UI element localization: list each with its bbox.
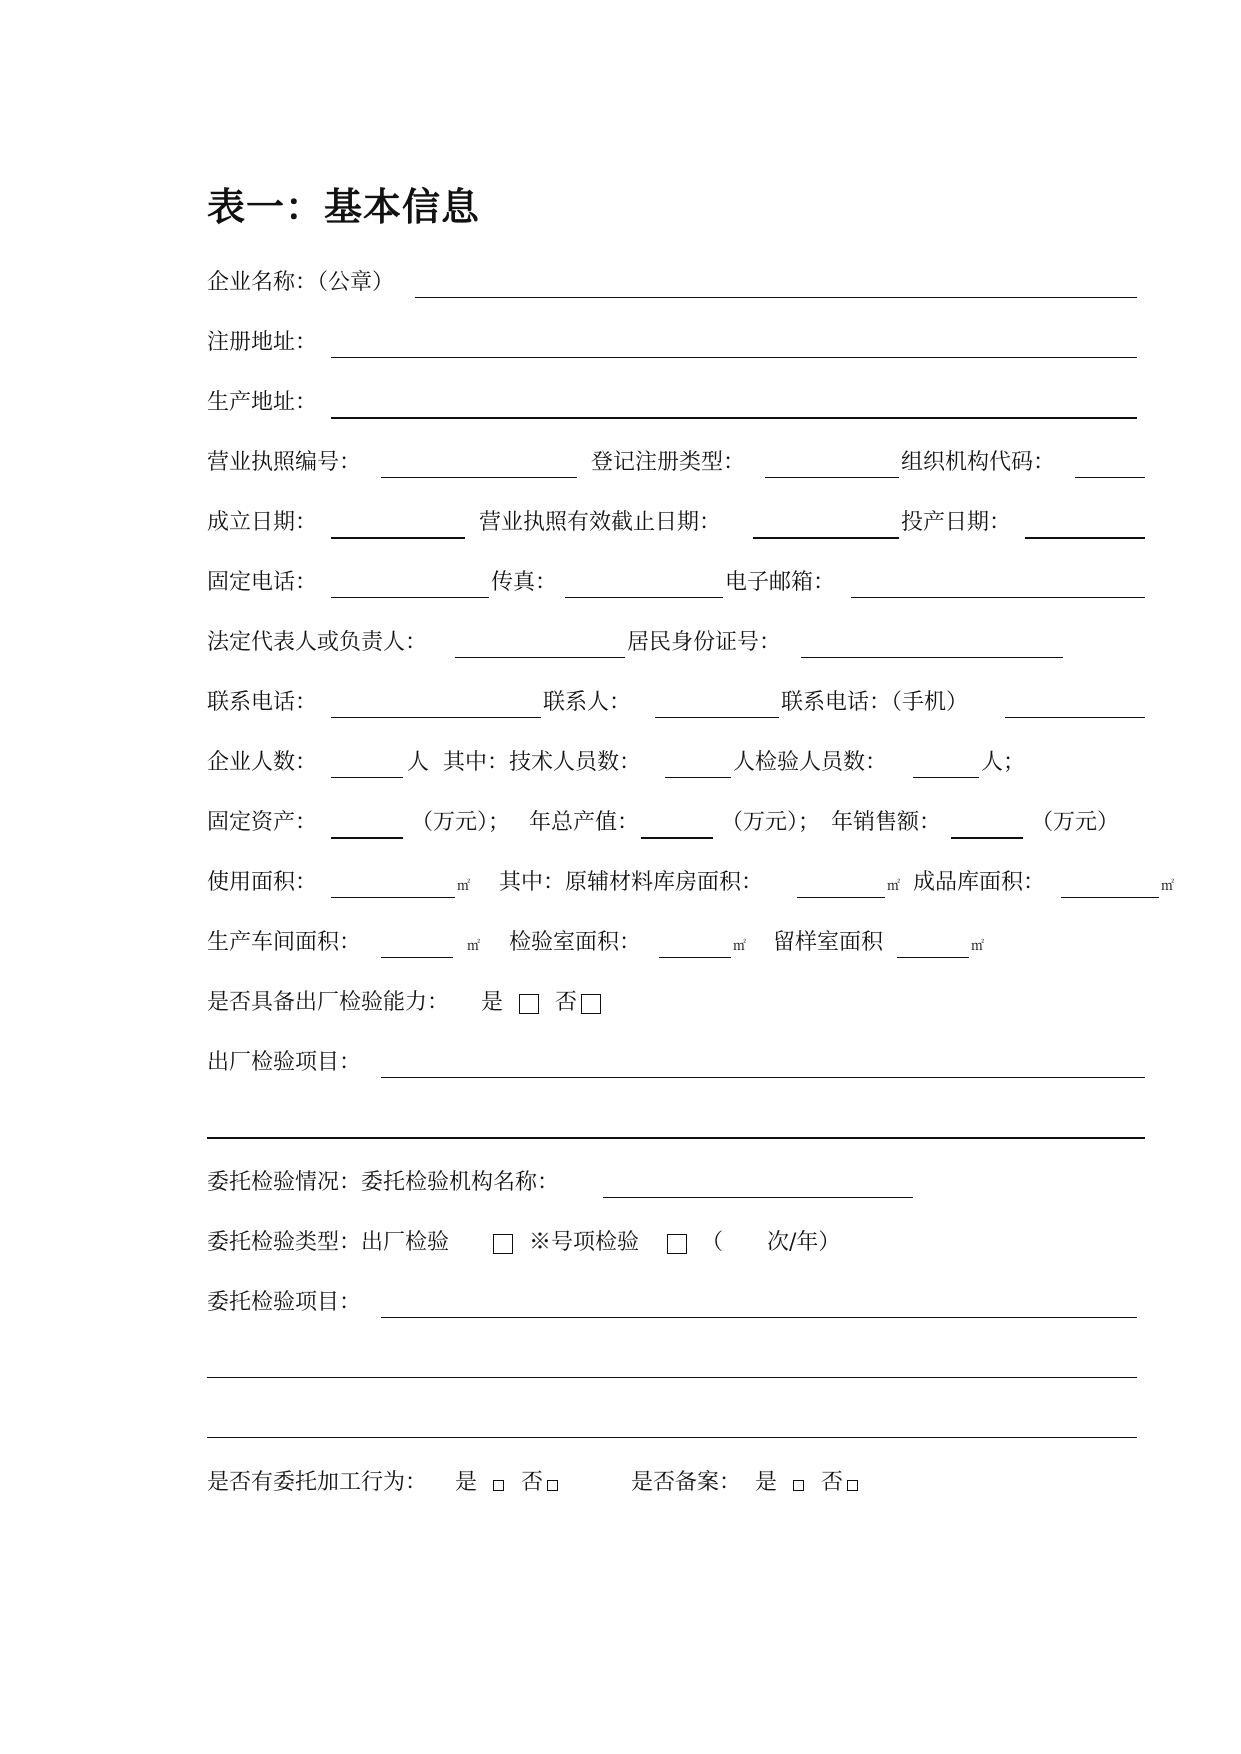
license-expiry-label: 营业执照有效截止日期：	[479, 510, 722, 535]
annual-sales-label: 年销售额：	[831, 810, 942, 835]
oem-yes-label: 是	[455, 1470, 478, 1495]
assets-row	[207, 808, 1127, 848]
finished-store-input[interactable]	[1061, 897, 1159, 898]
filed-label: 是否备案：	[631, 1470, 742, 1495]
star-item-label: ※号项检验	[529, 1230, 640, 1255]
factory-items-input[interactable]	[381, 1077, 1145, 1078]
raw-store-input[interactable]	[797, 897, 885, 898]
inspect-staff-label: 检验人员数：	[755, 750, 888, 775]
legal-rep-input[interactable]	[455, 657, 625, 658]
oem-yes-checkbox[interactable]	[493, 1480, 504, 1491]
email-input[interactable]	[851, 597, 1145, 598]
factory-items-line-2[interactable]	[207, 1137, 1145, 1139]
use-area-input[interactable]	[331, 897, 455, 898]
oem-row	[207, 1468, 907, 1508]
fixed-assets-unit: （万元）；	[411, 810, 511, 835]
found-date-label: 成立日期：	[207, 510, 318, 535]
staff-count-label: 企业人数：	[207, 750, 318, 775]
org-code-label: 组织机构代码：	[901, 450, 1056, 475]
oem-no-label: 否	[521, 1470, 544, 1495]
phone-label: 固定电话：	[207, 570, 318, 595]
filed-yes-label: 是	[755, 1470, 778, 1495]
workshop-area-input[interactable]	[381, 957, 453, 958]
fax-input[interactable]	[565, 597, 723, 598]
factory-inspect-no-label: 否	[555, 990, 578, 1015]
inspect-staff-unit: 人；	[981, 750, 1026, 775]
factory-inspect-label: 是否具备出厂检验能力：	[207, 990, 450, 1015]
workshop-area-label: 生产车间面积：	[207, 930, 362, 955]
factory-items-row	[207, 1048, 1147, 1088]
factory-check-checkbox[interactable]	[493, 1234, 513, 1254]
mobile-label: 联系电话：（手机）	[781, 690, 969, 715]
entrust-type-row	[207, 1228, 927, 1268]
prod-address-row	[207, 388, 1137, 428]
dates-row	[207, 508, 1147, 548]
prod-date-input[interactable]	[1025, 537, 1145, 539]
legal-rep-row	[207, 628, 1067, 668]
found-date-input[interactable]	[331, 537, 465, 539]
area-row	[207, 868, 1207, 908]
contact-person-input[interactable]	[655, 717, 779, 718]
raw-store-label: 其中：原辅材料库房面积：	[499, 870, 764, 895]
entrust-items-row	[207, 1288, 1137, 1328]
company-name-input[interactable]	[415, 297, 1137, 298]
star-item-checkbox[interactable]	[667, 1234, 687, 1254]
company-name-label: 企业名称：（公章）	[207, 270, 395, 295]
finished-store-label: 成品库面积：	[913, 870, 1046, 895]
org-code-input[interactable]	[1075, 477, 1145, 478]
license-row	[207, 448, 1147, 488]
entrust-org-row	[207, 1168, 927, 1208]
contact-row	[207, 688, 1147, 728]
inspect-staff-input[interactable]	[913, 777, 979, 778]
area-row-2	[207, 928, 1007, 968]
prod-address-label: 生产地址：	[207, 390, 318, 415]
reg-type-label: 登记注册类型：	[591, 450, 746, 475]
factory-items-label: 出厂检验项目：	[207, 1050, 362, 1075]
company-name-row	[207, 268, 1137, 308]
annual-output-label: 年总产值：	[529, 810, 640, 835]
reg-type-input[interactable]	[765, 477, 899, 478]
filed-no-label: 否	[821, 1470, 844, 1495]
tech-staff-unit: 人	[733, 750, 756, 775]
factory-inspect-row	[207, 988, 627, 1028]
tech-staff-label: 其中：技术人员数：	[443, 750, 642, 775]
phone-input[interactable]	[331, 597, 489, 598]
filed-yes-checkbox[interactable]	[793, 1480, 804, 1491]
lab-area-unit: ㎡	[733, 939, 747, 954]
raw-store-unit: ㎡	[887, 879, 901, 894]
annual-output-unit: （万元）；	[721, 810, 821, 835]
license-expiry-input[interactable]	[753, 537, 899, 539]
reg-address-input[interactable]	[331, 357, 1137, 358]
legal-rep-label: 法定代表人或负责人：	[207, 630, 428, 655]
tech-staff-input[interactable]	[665, 777, 731, 778]
sample-area-unit: ㎡	[971, 939, 985, 954]
fixed-assets-input[interactable]	[331, 837, 403, 839]
fax-label: 传真：	[491, 570, 558, 595]
lab-area-input[interactable]	[659, 957, 731, 958]
entrust-type-label: 委托检验类型：出厂检验	[207, 1230, 450, 1255]
oem-label: 是否有委托加工行为：	[207, 1470, 428, 1495]
contact-phone-label: 联系电话：	[207, 690, 318, 715]
factory-inspect-yes-label: 是	[481, 990, 504, 1015]
id-no-input[interactable]	[801, 657, 1063, 658]
oem-no-checkbox[interactable]	[547, 1480, 558, 1491]
entrust-org-input[interactable]	[603, 1197, 913, 1198]
staff-unit: 人	[407, 750, 430, 775]
annual-output-input[interactable]	[641, 837, 713, 839]
staff-count-input[interactable]	[331, 777, 403, 778]
annual-sales-unit: （万元）	[1031, 810, 1120, 835]
entrust-items-label: 委托检验项目：	[207, 1290, 362, 1315]
times-per-year: （ 次/年）	[701, 1230, 841, 1255]
workshop-area-unit: ㎡	[467, 939, 481, 954]
phone-row	[207, 568, 1147, 608]
reg-address-label: 注册地址：	[207, 330, 318, 355]
entrust-org-label: 委托检验情况：委托检验机构名称：	[207, 1170, 560, 1195]
contact-person-label: 联系人：	[543, 690, 632, 715]
mobile-input[interactable]	[1005, 717, 1145, 718]
entrust-items-line-3[interactable]	[207, 1437, 1137, 1438]
filed-no-checkbox[interactable]	[847, 1480, 858, 1491]
prod-address-input[interactable]	[331, 417, 1137, 419]
license-no-input[interactable]	[381, 477, 577, 478]
entrust-items-line-2[interactable]	[207, 1377, 1137, 1378]
email-label: 电子邮箱：	[725, 570, 836, 595]
use-area-label: 使用面积：	[207, 870, 318, 895]
entrust-items-input[interactable]	[381, 1317, 1137, 1318]
staff-row	[207, 748, 1067, 788]
license-no-label: 营业执照编号：	[207, 450, 362, 475]
use-area-unit: ㎡	[457, 879, 471, 894]
id-no-label: 居民身份证号：	[627, 630, 782, 655]
reg-address-row	[207, 328, 1137, 368]
contact-phone-input[interactable]	[331, 717, 541, 718]
prod-date-label: 投产日期：	[901, 510, 1012, 535]
page-title: 表一：基本信息	[207, 185, 481, 229]
sample-area-input[interactable]	[897, 957, 969, 958]
lab-area-label: 检验室面积：	[509, 930, 642, 955]
factory-inspect-no-checkbox[interactable]	[581, 994, 601, 1014]
factory-inspect-yes-checkbox[interactable]	[519, 994, 539, 1014]
finished-store-unit: ㎡	[1161, 879, 1175, 894]
fixed-assets-label: 固定资产：	[207, 810, 318, 835]
sample-area-label: 留样室面积	[773, 930, 884, 955]
annual-sales-input[interactable]	[951, 837, 1023, 839]
